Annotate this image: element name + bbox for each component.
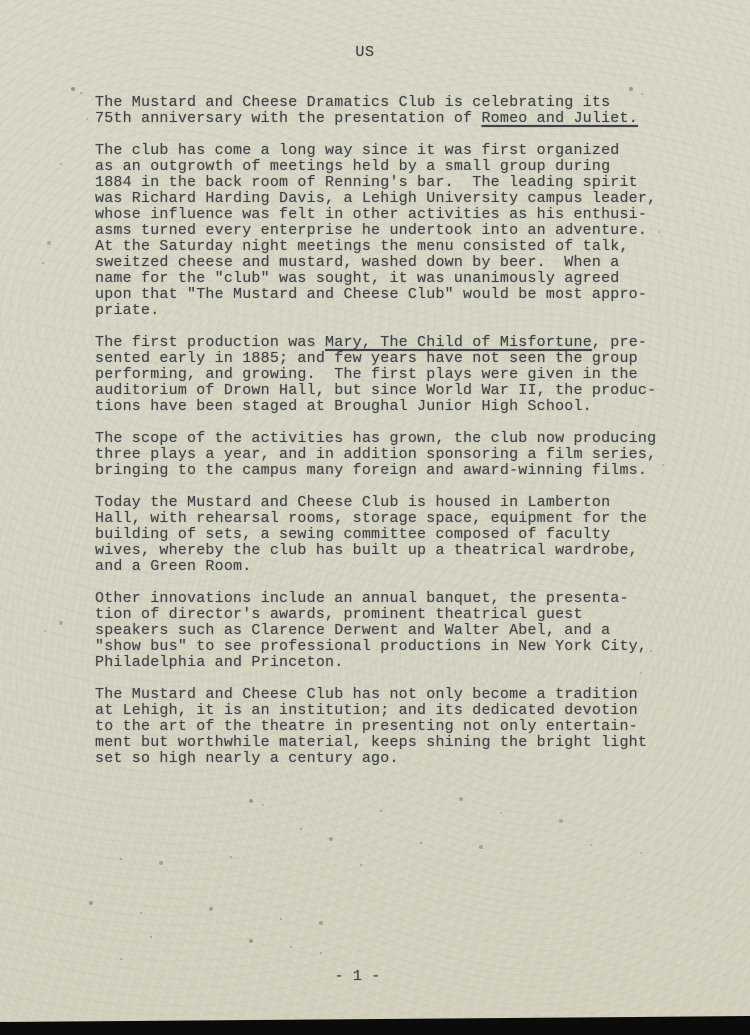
text-line	[95, 271, 680, 287]
text-line	[95, 383, 680, 399]
text-segment: The first production was	[95, 334, 326, 351]
text-line	[95, 719, 680, 735]
scan-edge-bar	[0, 1016, 750, 1035]
text-line	[95, 303, 680, 319]
page-number: - 1 -	[334, 968, 381, 985]
text-line	[95, 111, 680, 127]
text-segment: as an outgrowth of meetings held by a small group during	[95, 158, 611, 175]
text-line	[95, 191, 680, 207]
text-segment: 1884 in the back room of Renning's bar. The leading spirit	[95, 174, 638, 191]
text-segment: and a Green Room.	[95, 558, 252, 575]
text-segment: Today the Mustard and Cheese Club is housed in Lamberton	[95, 494, 611, 511]
text-line	[95, 639, 680, 655]
text-line	[95, 559, 680, 575]
text-segment: to the art of the theatre in presenting not only entertain-	[95, 718, 638, 735]
text-segment: At the Saturday night meetings the menu consisted of talk,	[95, 238, 629, 255]
page-header: US	[355, 44, 375, 61]
paragraph	[95, 95, 680, 127]
text-segment: tion of director's awards, prominent theatrical guest	[95, 606, 583, 623]
text-segment: ment but worthwhile material, keeps shining the bright light	[95, 734, 648, 751]
text-line	[95, 399, 680, 415]
text-segment: 75th anniversary with the presentation of	[95, 110, 482, 127]
text-line	[95, 351, 680, 367]
text-line	[95, 623, 680, 639]
underlined-title: Romeo and Juliet.	[481, 110, 638, 127]
text-line	[95, 703, 680, 719]
text-line	[95, 335, 680, 351]
text-segment: Hall, with rehearsal rooms, storage space, equipment for the	[95, 510, 648, 527]
text-line	[95, 687, 680, 703]
text-segment: The Mustard and Cheese Club has not only become a tradition	[95, 686, 638, 703]
text-segment: building of sets, a sewing committee composed of faculty	[95, 526, 611, 543]
text-segment: priate.	[95, 302, 160, 319]
paragraph	[95, 431, 680, 479]
scan-speckles	[0, 0, 2, 2]
text-segment: performing, and growing. The first plays were given in the	[95, 366, 638, 383]
paragraph	[95, 591, 680, 671]
text-segment: "show bus" to see professional productions in New York City,	[95, 638, 648, 655]
text-segment: sweitzed cheese and mustard, washed down by beer. When a	[95, 254, 620, 271]
text-segment: speakers such as Clarence Derwent and Walter Abel, and a	[95, 622, 611, 639]
text-line	[95, 735, 680, 751]
text-line	[95, 591, 680, 607]
text-segment: at Lehigh, it is an institution; and its dedicated devotion	[95, 702, 638, 719]
text-line	[95, 527, 680, 543]
paragraph	[95, 143, 680, 319]
text-line	[95, 607, 680, 623]
text-line	[95, 223, 680, 239]
paragraph	[95, 495, 680, 575]
text-line	[95, 143, 680, 159]
text-segment: whose influence was felt in other activities as his enthusi-	[95, 206, 648, 223]
text-segment: set so high nearly a century ago.	[95, 750, 399, 767]
document-body	[95, 95, 680, 783]
paragraph	[95, 687, 680, 767]
text-line	[95, 367, 680, 383]
text-line	[95, 655, 680, 671]
text-segment: bringing to the campus many foreign and award-winning films.	[95, 462, 648, 479]
text-segment: Other innovations include an annual banquet, the presenta-	[95, 590, 629, 607]
text-line	[95, 751, 680, 767]
text-segment: The club has come a long way since it was first organized	[95, 142, 620, 159]
text-line	[95, 287, 680, 303]
text-segment: three plays a year, and in addition sponsoring a film series,	[95, 446, 657, 463]
underlined-title: Mary, The Child of Misfortune	[325, 334, 592, 351]
text-line	[95, 239, 680, 255]
text-line	[95, 159, 680, 175]
text-segment: auditorium of Drown Hall, but since World War II, the produc-	[95, 382, 657, 399]
paragraph	[95, 335, 680, 415]
text-segment: , pre-	[591, 334, 648, 351]
text-line	[95, 431, 680, 447]
text-segment: name for the "club" was sought, it was unanimously agreed	[95, 270, 620, 287]
text-line	[95, 511, 680, 527]
text-segment: wives, whereby the club has built up a theatrical wardrobe,	[95, 542, 638, 559]
text-segment: The scope of the activities has grown, the club now producing	[95, 430, 657, 447]
text-segment: sented early in 1885; and few years have not seen the group	[95, 350, 638, 367]
text-line	[95, 463, 680, 479]
text-line	[95, 207, 680, 223]
text-line	[95, 543, 680, 559]
text-line	[95, 95, 680, 111]
text-segment: was Richard Harding Davis, a Lehigh University campus leader,	[95, 190, 657, 207]
text-line	[95, 495, 680, 511]
text-segment: The Mustard and Cheese Dramatics Club is celebrating its	[95, 94, 611, 111]
text-segment: asms turned every enterprise he undertook into an adventure.	[95, 222, 648, 239]
text-segment: upon that "The Mustard and Cheese Club" would be most appro-	[95, 286, 648, 303]
text-segment: Philadelphia and Princeton.	[95, 654, 344, 671]
text-line	[95, 175, 680, 191]
text-line	[95, 447, 680, 463]
text-line	[95, 255, 680, 271]
text-segment: tions have been staged at Broughal Junior High School.	[95, 398, 592, 415]
